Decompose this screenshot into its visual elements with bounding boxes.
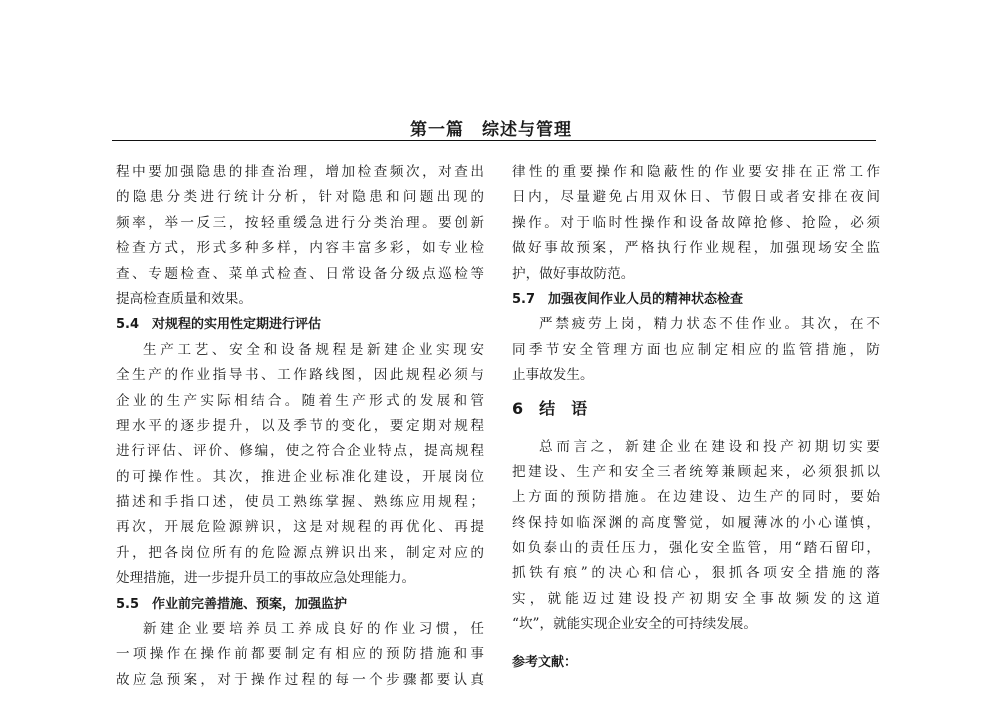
paragraph-first-line: 生产工艺、安全和设备规程是新建企业实现安 [143,341,484,358]
body-line: 的可操作性。其次，推进企业标准化建设，开展岗位 [116,468,484,485]
body-line: 检查方式，形式多种多样，内容丰富多彩，如专业检 [116,240,484,257]
body-line: 描述和手指口述，使员工熟练掌握、熟练应用规程； [116,494,484,511]
body-line: 全生产的作业指导书、工作路线图，因此规程必须与 [116,367,484,384]
body-line: 律性的重要操作和隐蔽性的作业要安排在正常工作 [512,164,880,180]
paragraph-first-line: 总而言之，新建企业在建设和投产初期切实要 [539,438,880,455]
section-heading: 6 结 语 [512,398,588,418]
spacer [512,638,880,650]
right-column [512,160,880,675]
body-line: 操作。对于临时性操作和设备故障抢修、抢险，必须 [512,214,880,231]
paragraph-last-line: 提高检查质量和效果。 [116,290,252,307]
body-line: 企业的生产实际相结合。随着生产形式的发展和管 [116,392,484,409]
body-line: 同季节安全管理方面也应制定相应的监管措施，防 [512,341,880,358]
section-heading: 5.7 加强夜间作业人员的精神状态检查 [512,291,744,307]
section-heading: 5.5 作业前完善措施、预案，加强监护 [116,596,348,612]
body-line: 抓铁有痕”的决心和信心，狠抓各项安全措施的落 [512,565,880,582]
paragraph-last-line: 护，做好事故防范。 [512,265,635,282]
body-line: 频率，举一反三，按轻重缓急进行分类治理。要创新 [116,214,484,231]
body-line: 进行评估、评价、修编，使之符合企业特点，提高规程 [116,443,484,460]
paragraph-last-line: “坎”，就能实现企业安全的可持续发展。 [512,616,757,633]
section-heading: 5.4 对规程的实用性定期进行评估 [116,317,322,333]
body-line: 再次，开展危险源辨识，这是对规程的再优化、再提 [116,519,484,536]
header-rule [112,140,876,141]
left-column [116,160,484,693]
body-line: 的隐患分类进行统计分析，针对隐患和问题出现的 [116,189,484,206]
body-line: 理水平的逐步提升，以及季节的变化，要定期对规程 [116,417,484,434]
body-line: 日内，尽量避免占用双休日、节假日或者安排在夜间 [512,189,880,206]
references-heading: 参考文献： [512,654,578,670]
body-line: 如负泰山的责任压力，强化安全监管，用“踏石留印， [512,540,880,557]
body-line: 一项操作在操作前都要制定有相应的预防措施和事 [116,646,484,663]
body-line: 程中要加强隐患的排查治理，增加检查频次，对查出 [116,164,484,180]
body-line: 上方面的预防措施。在边建设、边生产的同时，要始 [512,489,880,506]
paragraph-last-line: 处理措施，进一步提升员工的事故应急处理能力。 [116,570,416,587]
body-line: 故应急预案，对于操作过程的每一个步骤都要认真 [116,671,484,688]
paragraph-first-line: 新建企业要培养员工养成良好的作业习惯，任 [143,621,484,638]
body-line: 终保持如临深渊的高度警觉，如履薄冰的小心谨慎， [512,514,880,531]
paragraph-last-line: 止事故发生。 [512,367,594,384]
paragraph-first-line: 严禁疲劳上岗，精力状态不佳作业。其次，在不 [539,316,880,333]
body-line: 做好事故预案，严格执行作业规程，加强现场安全监 [512,240,880,257]
body-line: 实，就能迈过建设投产初期安全事故频发的这道 [512,590,880,607]
body-line: 升，把各岗位所有的危险源点辨识出来，制定对应的 [116,544,484,561]
body-line: 查、专题检查、菜单式检查、日常设备分级点巡检等 [116,265,484,282]
page-header-title: 第一篇 综述与管理 [410,120,572,140]
body-line: 把建设、生产和安全三者统筹兼顾起来，必须狠抓以 [512,463,880,480]
